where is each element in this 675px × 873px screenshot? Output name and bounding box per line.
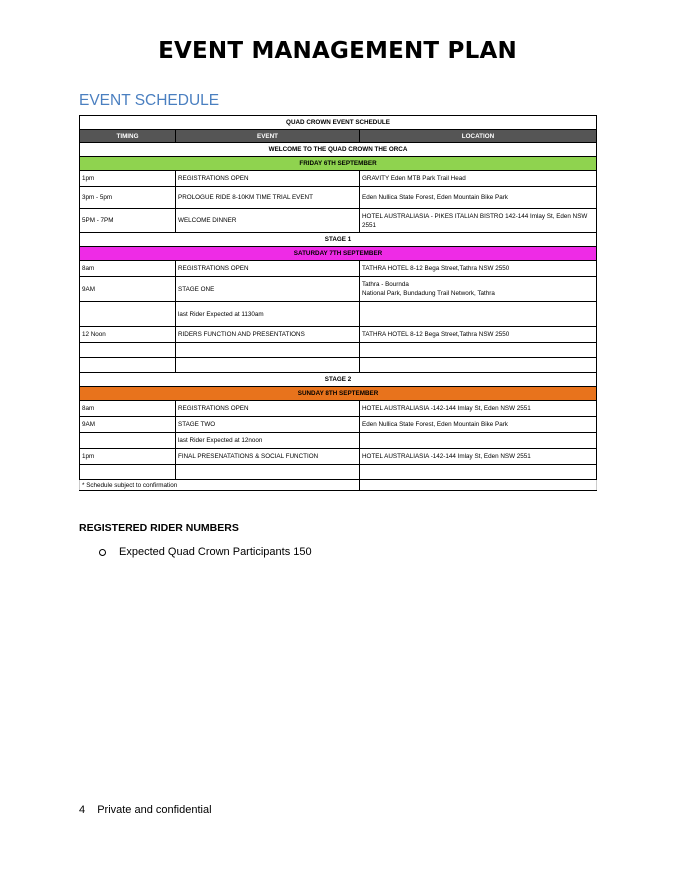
event-cell [176,465,360,480]
day-row-saturday [80,247,597,261]
location-cell [360,343,597,358]
location-cell [360,433,597,449]
event-cell [176,358,360,373]
timing-cell: 8am [80,261,176,277]
location-cell: TATHRA HOTEL 8-12 Bega Street,Tathra NSW 2550 [360,327,597,343]
location-cell: Eden Nullica State Forest, Eden Mountain Bike Park [360,417,597,433]
note-row [80,480,597,491]
page-number: 4 [79,804,86,816]
timing-cell: 9AM [80,277,176,302]
timing-cell: 8am [80,401,176,417]
location-cell: TATHRA HOTEL 8-12 Bega Street,Tathra NSW 2550 [360,261,597,277]
column-header-event: EVENT [176,130,360,143]
event-cell: REGISTRATIONS OPEN [176,261,360,277]
stage-label-1: STAGE 1 [80,233,597,247]
location-cell: HOTEL AUSTRALIASIA -142-144 Imlay St, Eden NSW 2551 [360,449,597,465]
event-cell: REGISTRATIONS OPEN [176,401,360,417]
event-cell: last Rider Expected at 1130am [176,302,360,327]
schedule-note: * Schedule subject to confirmation [80,480,360,491]
location-cell: GRAVITY Eden MTB Park Trail Head [360,171,597,187]
event-cell: STAGE TWO [176,417,360,433]
table-row [80,449,597,465]
column-header-timing: TIMING [80,130,176,143]
table-title: QUAD CROWN EVENT SCHEDULE [80,116,597,130]
timing-cell [80,465,176,480]
table-row [80,343,597,358]
table-row [80,171,597,187]
location-line-1: Tathra - Bournda [362,281,409,288]
registered-rider-numbers-heading: REGISTERED RIDER NUMBERS [79,522,239,534]
table-row [80,209,597,233]
section-heading-event-schedule: EVENT SCHEDULE [79,92,220,109]
timing-cell: 9AM [80,417,176,433]
location-line-2: National Park, Bundadung Trail Network, Tathra [362,290,495,297]
table-row [80,261,597,277]
day-row-friday [80,157,597,171]
event-cell: RIDERS FUNCTION AND PRESENTATIONS [176,327,360,343]
welcome-row [80,143,597,157]
event-cell: FINAL PRESENATATIONS & SOCIAL FUNCTION [176,449,360,465]
document-title: EVENT MANAGEMENT PLAN [158,38,517,64]
rider-bullet-text: Expected Quad Crown Participants 150 [119,546,312,558]
table-row [80,465,597,480]
location-cell [360,465,597,480]
table-row [80,417,597,433]
timing-cell [80,358,176,373]
stage-row-1 [80,233,597,247]
hollow-circle-bullet-icon [99,549,106,556]
table-header-row [80,130,597,143]
stage-row-2 [80,373,597,387]
event-cell: last Rider Expected at 12noon [176,433,360,449]
timing-cell: 5PM - 7PM [80,209,176,233]
day-label-saturday: SATURDAY 7TH SEPTEMBER [80,247,597,261]
timing-cell: 3pm - 5pm [80,187,176,209]
timing-cell [80,302,176,327]
timing-cell: 12 Noon [80,327,176,343]
location-cell: HOTEL AUSTRALIASIA - PIKES ITALIAN BISTRO 142-144 Imlay St, Eden NSW 2551 [360,209,597,233]
timing-cell: 1pm [80,449,176,465]
page-footer [79,804,212,816]
day-row-sunday [80,387,597,401]
event-cell: REGISTRATIONS OPEN [176,171,360,187]
table-row [80,277,597,302]
table-row [80,327,597,343]
timing-cell [80,343,176,358]
event-cell: WELCOME DINNER [176,209,360,233]
table-title-row [80,116,597,130]
timing-cell: 1pm [80,171,176,187]
table-row [80,302,597,327]
event-cell: STAGE ONE [176,277,360,302]
table-row [80,358,597,373]
day-label-friday: FRIDAY 6TH SEPTEMBER [80,157,597,171]
location-cell [360,358,597,373]
footer-text: Private and confidential [97,804,212,816]
day-label-sunday: SUNDAY 8TH SEPTEMBER [80,387,597,401]
location-cell [360,277,597,302]
timing-cell [80,433,176,449]
column-header-location: LOCATION [360,130,597,143]
table-row [80,187,597,209]
note-empty-cell [360,480,597,491]
event-schedule-table [79,115,597,491]
table-row [80,433,597,449]
stage-label-2: STAGE 2 [80,373,597,387]
table-row [80,401,597,417]
event-cell [176,343,360,358]
welcome-text: WELCOME TO THE QUAD CROWN THE ORCA [80,143,597,157]
location-cell [360,302,597,327]
event-cell: PROLOGUE RIDE 8-10KM TIME TRIAL EVENT [176,187,360,209]
rider-bullet-item [99,546,312,558]
location-cell: HOTEL AUSTRALIASIA -142-144 Imlay St, Eden NSW 2551 [360,401,597,417]
location-cell: Eden Nullica State Forest, Eden Mountain Bike Park [360,187,597,209]
